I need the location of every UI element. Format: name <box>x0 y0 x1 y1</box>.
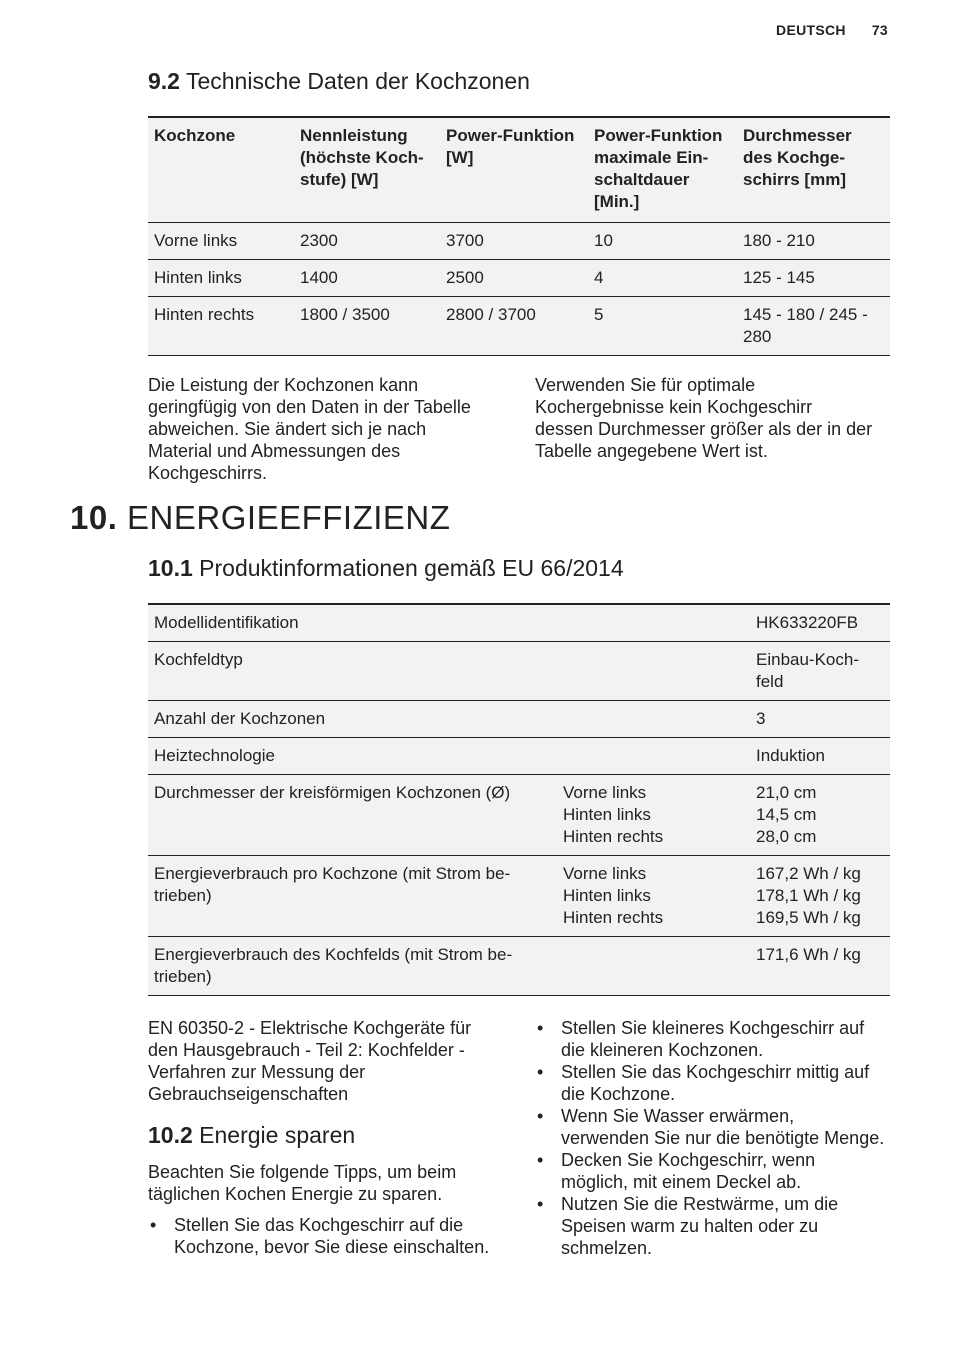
section-number: 10.1 <box>148 555 193 581</box>
table-header: Durchmesser des Kochge-schirrs [mm] <box>737 117 890 223</box>
table-row <box>148 701 890 738</box>
list-item: • Stellen Sie das Kochgeschirr auf die Kochzone, bevor Sie diese einschalten. <box>148 1214 498 1258</box>
table-row <box>148 738 890 775</box>
header-language: DEUTSCH <box>776 22 846 38</box>
page-header <box>750 22 888 38</box>
table-row <box>148 642 890 701</box>
table-cell-sub <box>557 738 750 775</box>
table-cell-sub <box>557 701 750 738</box>
page-number: 73 <box>871 22 888 38</box>
list-item: • Stellen Sie das Kochgeschirr mittig auf die Kochzone. <box>535 1061 887 1105</box>
table-row <box>148 297 890 356</box>
section-10-1-heading <box>148 555 624 582</box>
table-cell-value: 3 <box>750 701 890 738</box>
table-cell-value: Induktion <box>750 738 890 775</box>
table-cell: 1400 <box>294 260 440 297</box>
table-cell-label: Heiztechnologie <box>148 738 557 775</box>
table-cell: 5 <box>588 297 737 356</box>
table-cell-label: Durchmesser der kreisförmigen Kochzonen (Ø) <box>148 775 557 856</box>
table-cell: 3700 <box>440 223 588 260</box>
table-cell-label: Anzahl der Kochzonen <box>148 701 557 738</box>
list-item: • Stellen Sie kleineres Kochgeschirr auf die kleineren Kochzonen. <box>535 1017 887 1061</box>
table-cell-sub: Vorne links Hinten links Hinten rechts <box>557 856 750 937</box>
table-row <box>148 856 890 937</box>
list-item: • Decken Sie Kochgeschirr, wenn möglich, mit einem Deckel ab. <box>535 1149 887 1193</box>
table-header: Kochzone <box>148 117 294 223</box>
kochzonen-table <box>148 116 890 356</box>
table-cell: 2800 / 3700 <box>440 297 588 356</box>
list-item: • Nutzen Sie die Restwärme, um die Speisen warm zu halten oder zu schmelzen. <box>535 1193 887 1259</box>
table-cell-value: 167,2 Wh / kg 178,1 Wh / kg 169,5 Wh / kg <box>750 856 890 937</box>
section-number: 9.2 <box>148 68 180 94</box>
table-cell-label: Modellidentifikation <box>148 604 557 642</box>
section-number: 10.2 <box>148 1122 193 1148</box>
table-row <box>148 604 890 642</box>
list-item: • Wenn Sie Wasser erwärmen, verwenden Sie nur die benötigte Menge. <box>535 1105 887 1149</box>
table-cell: 180 - 210 <box>737 223 890 260</box>
table-cell: 145 - 180 / 245 - 280 <box>737 297 890 356</box>
table-cell-sub <box>557 642 750 701</box>
note-right: Verwenden Sie für optimale Kochergebnisse kein Kochgeschirr dessen Durchmesser größer als der in der Tabelle angegebene Wert ist. <box>535 375 873 461</box>
table-row <box>148 937 890 996</box>
table-cell: Vorne links <box>148 223 294 260</box>
chapter-10-heading <box>70 499 450 537</box>
table-cell: Hinten rechts <box>148 297 294 356</box>
table-header-row <box>148 117 890 223</box>
table-header: Nennleistung (höchste Koch-stufe) [W] <box>294 117 440 223</box>
note-left: Die Leistung der Kochzonen kann geringfügig von den Daten in der Tabelle abweichen. Sie ändert sich je nach Material und Abmessungen des Kochgeschirrs. <box>148 375 471 483</box>
table-cell: Hinten links <box>148 260 294 297</box>
table-cell-sub <box>557 604 750 642</box>
produktinformationen-table <box>148 603 890 996</box>
standard-text: EN 60350-2 - Elektrische Kochgeräte für den Hausgebrauch - Teil 2: Kochfelder - Verfahren zur Messung der Gebrauchseigenschaften <box>148 1018 472 1104</box>
table-row <box>148 775 890 856</box>
table-row <box>148 260 890 297</box>
table-header: Power-Funktion [W] <box>440 117 588 223</box>
section-title: Technische Daten der Kochzonen <box>185 68 530 94</box>
table-cell-value: HK633220FB <box>750 604 890 642</box>
table-cell: 10 <box>588 223 737 260</box>
table-cell: 125 - 145 <box>737 260 890 297</box>
table-cell-label: Energieverbrauch pro Kochzone (mit Strom be-trieben) <box>148 856 557 937</box>
tips-list-left <box>148 1214 498 1258</box>
tips-list-right <box>535 1017 887 1259</box>
table-header: Power-Funktion maximale Ein-schaltdauer [Min.] <box>588 117 737 223</box>
table-row <box>148 223 890 260</box>
table-cell-value: 21,0 cm 14,5 cm 28,0 cm <box>750 775 890 856</box>
table-cell-value: Einbau-Koch-feld <box>750 642 890 701</box>
section-title: Produktinformationen gemäß EU 66/2014 <box>199 555 624 581</box>
table-cell: 4 <box>588 260 737 297</box>
chapter-title: ENERGIEEFFIZIENZ <box>127 499 451 536</box>
table-cell: 2500 <box>440 260 588 297</box>
table-cell-sub: Vorne links Hinten links Hinten rechts <box>557 775 750 856</box>
table-cell-label: Energieverbrauch des Kochfelds (mit Strom be-trieben) <box>148 937 557 996</box>
table-cell-label: Kochfeldtyp <box>148 642 557 701</box>
section-10-2-heading <box>148 1122 355 1149</box>
section-9-2-heading <box>148 68 530 95</box>
energy-intro: Beachten Sie folgende Tipps, um beim täglichen Kochen Energie zu sparen. <box>148 1162 457 1204</box>
chapter-number: 10. <box>70 499 118 536</box>
table-cell: 2300 <box>294 223 440 260</box>
table-cell-value: 171,6 Wh / kg <box>750 937 890 996</box>
section-title: Energie sparen <box>199 1122 356 1148</box>
table-cell: 1800 / 3500 <box>294 297 440 356</box>
table-cell-sub <box>557 937 750 996</box>
